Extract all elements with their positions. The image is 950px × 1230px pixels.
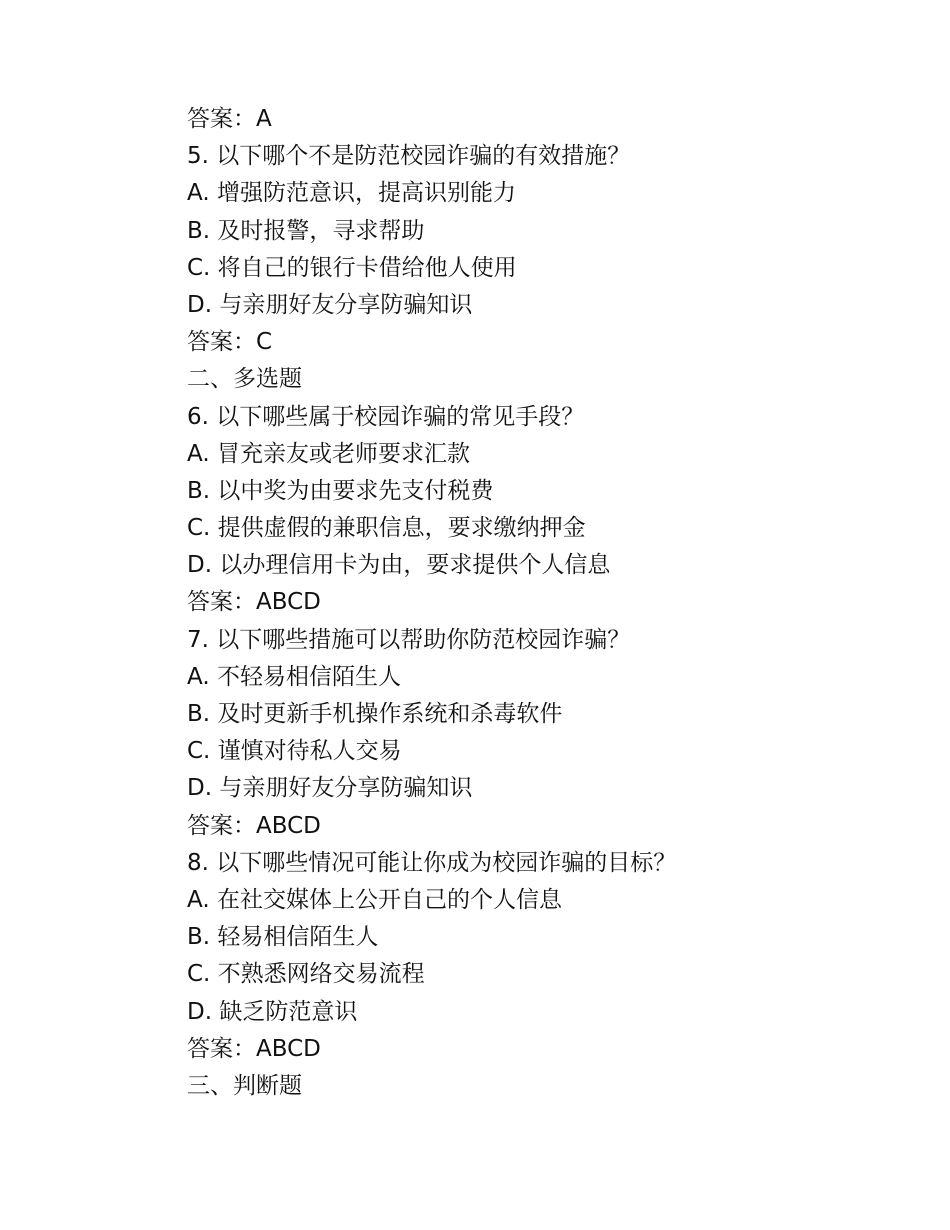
q7-option-b: B. 及时更新手机操作系统和杀毒软件 [187, 701, 563, 727]
q8-option-b: B. 轻易相信陌生人 [187, 924, 379, 951]
section-true-false: 三、判断题 [187, 1072, 302, 1099]
q7-option-d: D. 与亲朋好友分享防骗知识 [187, 775, 473, 802]
q6-option-a: A. 冒充亲友或老师要求汇款 [187, 440, 470, 467]
q7-option-c: C. 谨慎对待私人交易 [187, 738, 402, 765]
answer-q7: 答案：ABCD [187, 812, 321, 839]
q6-option-b: B. 以中奖为由要求先支付税费 [187, 477, 494, 504]
q8-option-a: A. 在社交媒体上公开自己的个人信息 [187, 886, 562, 913]
q5-option-b: B. 及时报警，寻求帮助 [187, 217, 425, 244]
question-5: 5. 以下哪个不是防范校园诈骗的有效措施？ [187, 143, 631, 170]
answer-q4: 答案：A [187, 106, 272, 132]
answer-q8: 答案：ABCD [187, 1035, 321, 1062]
q7-option-a: A. 不轻易相信陌生人 [187, 663, 401, 690]
answer-q5: 答案：C [187, 329, 273, 356]
question-8: 8. 以下哪些情况可能让你成为校园诈骗的目标？ [187, 849, 677, 876]
q5-option-a: A. 增强防范意识，提高识别能力 [187, 180, 516, 207]
section-multiple-choice: 二、多选题 [187, 366, 302, 393]
question-6: 6. 以下哪些属于校园诈骗的常见手段？ [187, 403, 585, 430]
question-7: 7. 以下哪些措施可以帮助你防范校园诈骗？ [187, 626, 631, 653]
answer-q6: 答案：ABCD [187, 589, 321, 616]
q8-option-d: D. 缺乏防范意识 [187, 998, 358, 1025]
q6-option-d: D. 以办理信用卡为由，要求提供个人信息 [187, 552, 611, 579]
document-body [187, 101, 887, 1105]
q6-option-c: C. 提供虚假的兼职信息，要求缴纳押金 [187, 515, 586, 542]
q8-option-c: C. 不熟悉网络交易流程 [187, 961, 425, 988]
q5-option-d: D. 与亲朋好友分享防骗知识 [187, 291, 473, 318]
q5-option-c: C. 将自己的银行卡借给他人使用 [187, 254, 517, 281]
